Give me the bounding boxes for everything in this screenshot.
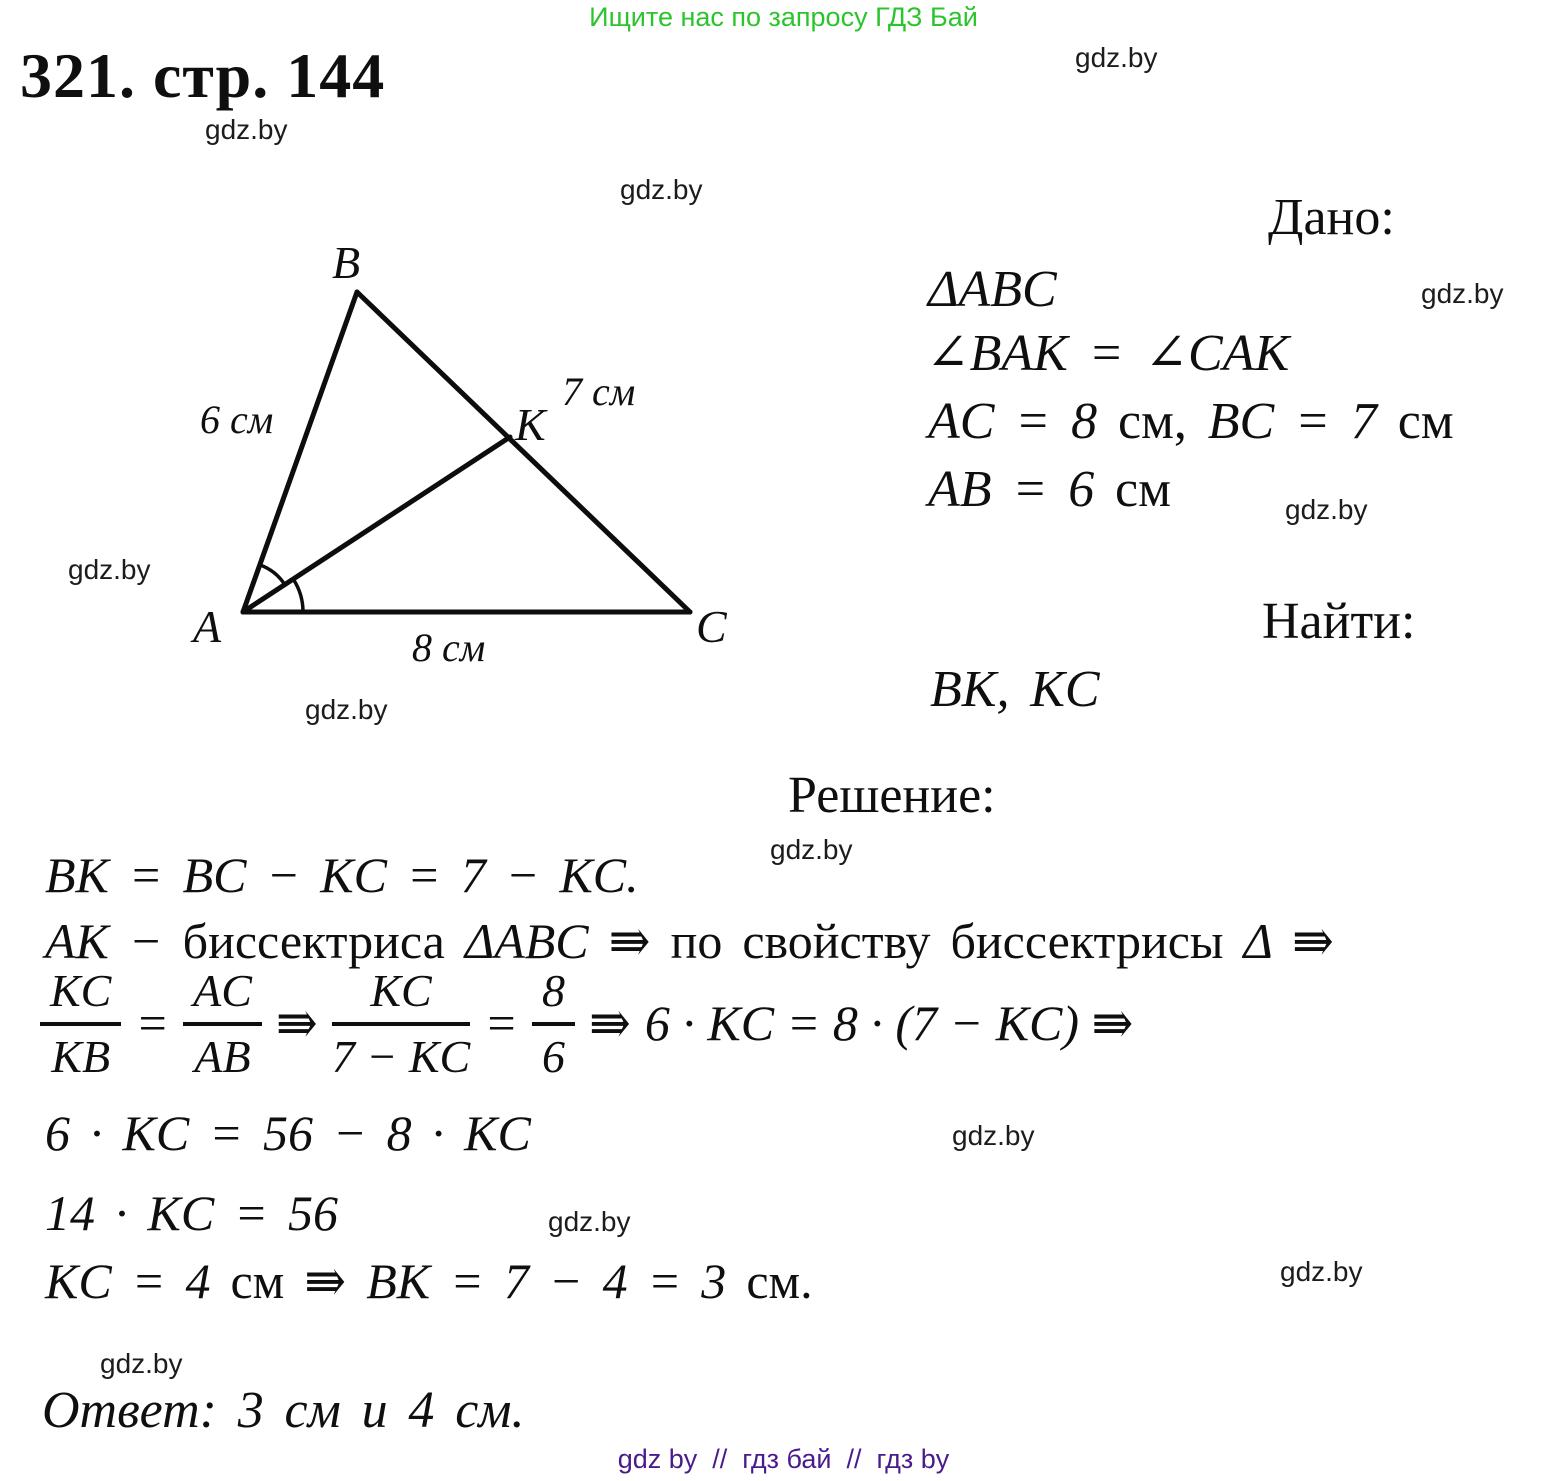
unit-label: см xyxy=(1397,393,1454,450)
equals-sign: = xyxy=(135,995,170,1051)
side-ab-dim-label: 6 см xyxy=(200,397,274,442)
given-line-angles: ∠BAK = ∠CAK xyxy=(926,325,1290,382)
watermark: gdz.by xyxy=(1421,278,1504,309)
text-segment: по свойству биссектрисы xyxy=(670,913,1244,969)
footer-links: gdz by // гдз бай // гдз by xyxy=(617,1444,950,1474)
given-line-ab xyxy=(928,461,1172,518)
fraction-numerator: KC xyxy=(332,966,470,1026)
solution-line-1: BK = BC − KC = 7 − KC. xyxy=(45,847,639,903)
equals-sign: = xyxy=(484,995,518,1051)
solution-line-5: 14 · KC = 56 xyxy=(45,1185,338,1241)
fraction-kc-7minus-kc xyxy=(332,966,470,1080)
watermark: gdz.by xyxy=(1280,1256,1363,1287)
fraction-denominator: 6 xyxy=(541,1031,565,1082)
fraction-denominator: AB xyxy=(194,1031,251,1082)
triangle-figure-svg xyxy=(60,235,760,725)
watermark: gdz.by xyxy=(68,554,151,585)
side-ab-line xyxy=(243,292,357,612)
watermark: gdz.by xyxy=(305,694,388,725)
watermark: gdz.by xyxy=(620,174,703,205)
solution-header: Решение: xyxy=(788,767,996,824)
given-header: Дано: xyxy=(1268,189,1395,246)
page-title: 321. стр. 144 xyxy=(20,40,386,111)
unit-label: см, xyxy=(1117,393,1187,450)
watermark: gdz.by xyxy=(770,834,853,865)
math-segment: ⇛ BK = 7 − 4 = 3 xyxy=(284,1253,747,1309)
vertex-a-label: A xyxy=(193,601,222,652)
point-k-label: K xyxy=(515,399,546,450)
fraction-denominator: 7 − KC xyxy=(331,1031,471,1082)
side-bk-dim-label: 7 см xyxy=(562,369,636,414)
implies-arrow: ⇛ xyxy=(275,995,318,1051)
side-ac-dim-label: 8 см xyxy=(412,625,486,670)
watermark: gdz.by xyxy=(1075,42,1158,73)
given-ac-value: AC = 8 xyxy=(928,393,1118,450)
fraction-denominator: KB xyxy=(51,1031,111,1082)
watermark: gdz.by xyxy=(100,1348,183,1379)
watermark: gdz.by xyxy=(205,114,288,145)
angle-bak-arc xyxy=(260,565,285,585)
watermark: gdz.by xyxy=(952,1120,1035,1151)
fraction-numerator: AC xyxy=(183,966,262,1026)
unit-label: см. xyxy=(746,1253,813,1309)
find-items: BK, KC xyxy=(930,661,1100,718)
fraction-8-6 xyxy=(532,966,575,1080)
given-ab-value: AB = 6 xyxy=(928,461,1116,518)
vertex-b-label: B xyxy=(332,237,361,288)
implies-arrow: ⇛ xyxy=(588,995,631,1051)
solution-line-2 xyxy=(45,913,1334,969)
bisector-ak-line xyxy=(243,437,510,612)
fraction-numerator: KC xyxy=(40,966,121,1026)
watermark: gdz.by xyxy=(548,1206,631,1237)
fraction-kc-kb xyxy=(40,966,121,1080)
equation-tail: 6 · KC = 8 · (7 − KC) ⇛ xyxy=(644,995,1134,1051)
angle-kac-arc xyxy=(293,579,303,612)
answer-line: Ответ: 3 см и 4 см. xyxy=(42,1382,525,1439)
vertex-c-label: C xyxy=(696,601,727,652)
side-bc-line xyxy=(357,292,690,612)
given-bc-value: BC = 7 xyxy=(1186,393,1398,450)
promo-banner: Ищите нас по запросу ГДЗ Бай xyxy=(589,2,978,32)
unit-label: см xyxy=(1115,461,1172,518)
fraction-numerator: 8 xyxy=(532,966,575,1026)
math-segment: ΔABC ⇛ xyxy=(464,913,671,969)
solution-line-4: 6 · KC = 56 − 8 · KC xyxy=(45,1105,531,1161)
watermark: gdz.by xyxy=(1285,494,1368,525)
unit-label: см xyxy=(230,1253,285,1309)
find-header: Найти: xyxy=(1262,593,1416,650)
solution-line-6 xyxy=(45,1253,813,1309)
text-segment: биссектриса xyxy=(182,913,465,969)
math-segment: KC = 4 xyxy=(45,1253,231,1309)
given-line-ac-bc xyxy=(928,393,1454,450)
solution-line-3 xyxy=(40,966,1133,1080)
fraction-ac-ab xyxy=(183,966,262,1080)
math-segment: Δ ⇛ xyxy=(1243,913,1334,969)
math-segment: AK − xyxy=(45,913,183,969)
given-line-triangle: ΔABC xyxy=(928,261,1057,318)
